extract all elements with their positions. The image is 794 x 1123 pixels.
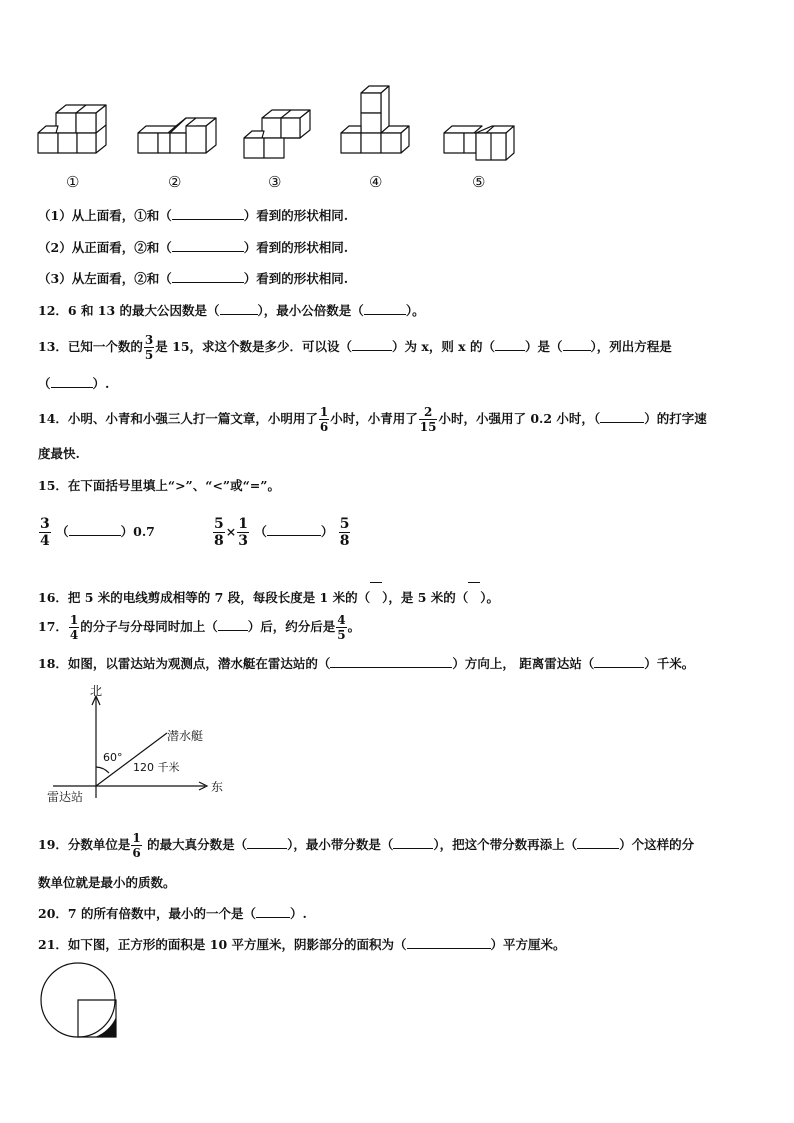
question-15-title: 15．在下面括号里填上“>”、“<”或“=”。 <box>38 478 280 493</box>
station-label: 雷达站 <box>47 790 84 804</box>
question-14: 14．小明、小青和小强三人打一篇文章，小明用了 $\frac{1}{6}$ 小时，小青用了 $\frac{2}{15}$ 小时，小强用了 0.2 小时，（ ）的打字速 <box>38 405 707 434</box>
angle-label: 60° <box>103 751 123 764</box>
answer-blank[interactable] <box>600 410 644 423</box>
question-11-2: （2）从正面看，②和（ ）看到的形状相同. <box>38 240 349 255</box>
north-label: 北 <box>90 684 103 698</box>
question-13: 13．已知一个数的 $\frac{3}{5}$ 是 15，求这个数是多少．可以设（ ）为 x，则 x 的（ ）是（ ），列出方程是 <box>38 333 672 362</box>
answer-blank[interactable] <box>468 582 480 595</box>
submarine-label: 潜水艇 <box>167 729 204 743</box>
answer-blank[interactable] <box>330 655 452 668</box>
fraction: $\frac{3}{5}$ <box>144 333 154 362</box>
fraction: $\frac{1}{3}$ <box>238 516 248 549</box>
fraction: $\frac{2}{15}$ <box>419 405 437 434</box>
circle-square-diagram <box>38 962 128 1042</box>
answer-blank[interactable] <box>220 302 258 315</box>
question-12: 12．6 和 13 的最大公因数是（ ），最小公倍数是（ ）。 <box>38 303 425 318</box>
figure-label-2: ② <box>168 173 182 191</box>
radar-diagram <box>45 683 245 808</box>
question-15-right: $\frac{5}{8}$ × $\frac{1}{3}$ （ ） $\frac{5}{8}$ <box>214 516 350 549</box>
answer-blank[interactable] <box>352 338 392 351</box>
question-15-left: $\frac{3}{4}$ （ ）0.7 <box>40 516 155 549</box>
question-14-cont: 度最快. <box>38 446 80 461</box>
fraction: $\frac{5}{8}$ <box>214 516 224 549</box>
cube-figures <box>0 0 794 175</box>
cube-figure-5 <box>444 126 514 160</box>
distance-label: 120 千米 <box>133 761 180 774</box>
fraction: $\frac{1}{6}$ <box>132 831 141 860</box>
figure-label-3: ③ <box>268 173 282 191</box>
angle-arc <box>96 767 109 773</box>
figure-label-5: ⑤ <box>472 173 486 191</box>
answer-blank[interactable] <box>577 836 619 849</box>
answer-blank[interactable] <box>495 338 525 351</box>
answer-blank[interactable] <box>172 207 244 220</box>
fraction: $\frac{3}{4}$ <box>40 516 50 549</box>
question-20: 20．7 的所有倍数中，最小的一个是（ ）. <box>38 906 307 921</box>
east-label: 东 <box>211 780 224 794</box>
question-18: 18．如图，以雷达站为观测点，潜水艇在雷达站的（ ）方向上， 距离雷达站（ ）千米。 <box>38 656 695 671</box>
answer-blank[interactable] <box>51 375 93 388</box>
answer-blank[interactable] <box>172 239 244 252</box>
fraction: $\frac{1}{4}$ <box>69 613 79 642</box>
cube-figure-4 <box>341 86 409 153</box>
question-19-cont: 数单位就是最小的质数。 <box>38 875 176 890</box>
question-19: 19．分数单位是 $\frac{1}{6}$ 的最大真分数是（ ），最小带分数是（ ），把这个带分数再添上（ ）个这样的分 <box>38 831 695 860</box>
answer-blank[interactable] <box>407 936 491 949</box>
cube-figure-3 <box>244 110 310 158</box>
answer-blank[interactable] <box>267 523 321 536</box>
answer-blank[interactable] <box>393 836 433 849</box>
answer-blank[interactable] <box>172 270 244 283</box>
answer-blank[interactable] <box>69 523 121 536</box>
question-11-3: （3）从左面看，②和（ ）看到的形状相同. <box>38 271 349 286</box>
question-11-1: （1）从上面看，①和（ ）看到的形状相同. <box>38 208 349 223</box>
answer-blank[interactable] <box>563 338 591 351</box>
question-17: 17． $\frac{1}{4}$ 的分子与分母同时加上（ ）后，约分后是 $\frac{4}{5}$ 。 <box>38 613 361 642</box>
fraction: $\frac{1}{6}$ <box>319 405 329 434</box>
answer-blank[interactable] <box>247 836 287 849</box>
figure-label-1: ① <box>66 173 80 191</box>
answer-blank[interactable] <box>370 582 382 595</box>
figure-label-4: ④ <box>369 173 383 191</box>
fraction: $\frac{5}{8}$ <box>339 516 350 549</box>
cube-figure-2 <box>138 118 216 153</box>
question-21: 21．如下图，正方形的面积是 10 平方厘米，阴影部分的面积为（ ）平方厘米。 <box>38 937 566 952</box>
answer-blank[interactable] <box>218 618 248 631</box>
answer-blank[interactable] <box>256 905 290 918</box>
answer-blank[interactable] <box>364 302 406 315</box>
cube-figure-1 <box>38 105 106 153</box>
question-13-cont: （ ）. <box>38 376 110 391</box>
answer-blank[interactable] <box>594 655 644 668</box>
question-16: 16．把 5 米的电线剪成相等的 7 段，每段长度是 1 米的（ ），是 5 米的（ ）。 <box>38 590 499 606</box>
fraction: $\frac{4}{5}$ <box>337 613 346 642</box>
